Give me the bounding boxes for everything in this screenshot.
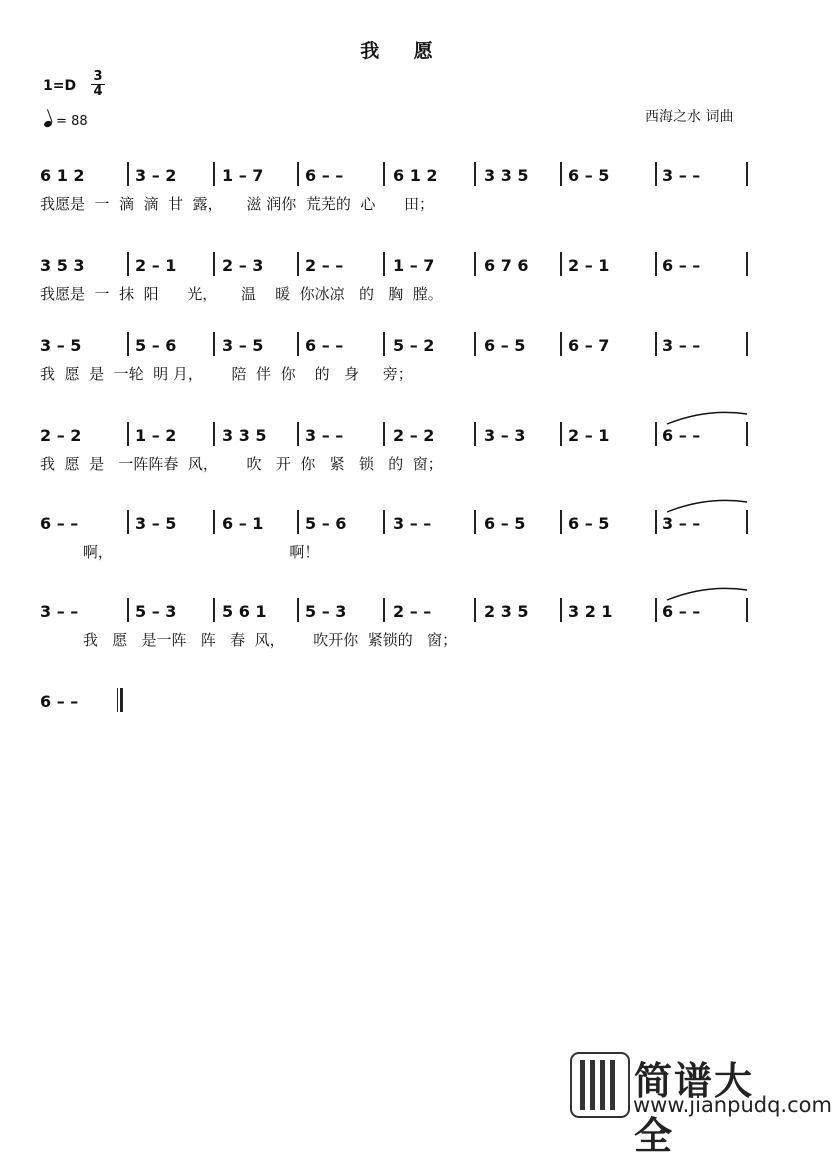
barline bbox=[383, 598, 385, 622]
measure: 3 – 5 bbox=[40, 336, 82, 355]
song-title: 我 愿 bbox=[360, 40, 447, 62]
measure: 6 7 6 bbox=[484, 256, 529, 275]
barline bbox=[474, 422, 476, 446]
barline bbox=[655, 598, 657, 622]
site-logo bbox=[568, 1052, 832, 1158]
measure: 6 – 5 bbox=[484, 336, 526, 355]
measure: 6 – 1 bbox=[222, 514, 264, 533]
time-signature-denominator: 4 bbox=[93, 84, 103, 99]
barline bbox=[127, 332, 129, 356]
barline bbox=[746, 252, 748, 276]
measure: 3 – – bbox=[393, 514, 432, 533]
barline bbox=[383, 162, 385, 186]
score-line bbox=[0, 688, 793, 748]
score-line bbox=[0, 162, 793, 222]
measure: 3 – – bbox=[305, 426, 344, 445]
measure: 5 6 1 bbox=[222, 602, 267, 621]
measure: 3 – – bbox=[662, 166, 701, 185]
barline bbox=[474, 510, 476, 534]
barline bbox=[474, 252, 476, 276]
barline bbox=[213, 162, 215, 186]
measure: 3 – 2 bbox=[135, 166, 177, 185]
measure: 2 – 1 bbox=[568, 426, 610, 445]
barline bbox=[560, 598, 562, 622]
tie-arc bbox=[662, 496, 752, 516]
key-signature: 1=D bbox=[43, 78, 77, 94]
barline bbox=[213, 252, 215, 276]
barline bbox=[297, 422, 299, 446]
measure: 1 – 7 bbox=[393, 256, 435, 275]
measure: 3 3 5 bbox=[484, 166, 529, 185]
measure: 3 – 5 bbox=[222, 336, 264, 355]
barline bbox=[297, 162, 299, 186]
barline bbox=[655, 162, 657, 186]
quarter-note-icon bbox=[43, 120, 53, 128]
measure: 3 – – bbox=[662, 336, 701, 355]
score-line bbox=[0, 332, 793, 392]
lyrics-line: 我愿是 一 滴 滴 甘 露， 滋 润你 荒芜的 心 田； bbox=[40, 195, 434, 213]
barline bbox=[746, 332, 748, 356]
time-signature-numerator: 3 bbox=[91, 70, 105, 85]
barline bbox=[297, 332, 299, 356]
measure: 6 – – bbox=[40, 692, 79, 711]
barline bbox=[560, 332, 562, 356]
lyrics-line: 我愿是 一 抹 阳 光， 温 暖 你冰凉 的 胸 膛。 bbox=[40, 285, 443, 303]
score-line bbox=[0, 252, 793, 312]
final-barline-thin bbox=[117, 688, 118, 712]
measure: 5 – 2 bbox=[393, 336, 435, 355]
barline bbox=[560, 162, 562, 186]
composer-credit: 西海之水 词曲 bbox=[645, 109, 734, 125]
measure: 5 – 6 bbox=[305, 514, 347, 533]
notes-line bbox=[0, 332, 793, 360]
barline bbox=[655, 510, 657, 534]
measure: 6 – 5 bbox=[484, 514, 526, 533]
barline bbox=[297, 510, 299, 534]
notes-line bbox=[0, 422, 793, 450]
measure: 6 – 7 bbox=[568, 336, 610, 355]
measure: 6 – – bbox=[662, 426, 701, 445]
barline bbox=[560, 422, 562, 446]
barline bbox=[560, 510, 562, 534]
barline bbox=[127, 162, 129, 186]
barline bbox=[213, 598, 215, 622]
barline bbox=[383, 510, 385, 534]
lyrics-line: 我 愿 是一阵 阵 春 风， 吹开你 紧锁的 窗； bbox=[40, 631, 458, 649]
logo-url: www.jianpudq.com bbox=[633, 1093, 832, 1117]
barline bbox=[474, 598, 476, 622]
notes-line bbox=[0, 598, 793, 626]
measure: 3 – 3 bbox=[484, 426, 526, 445]
measure: 6 1 2 bbox=[40, 166, 85, 185]
measure: 6 – – bbox=[662, 602, 701, 621]
barline bbox=[297, 252, 299, 276]
score-line bbox=[0, 510, 793, 570]
measure: 2 – 2 bbox=[40, 426, 82, 445]
measure: 2 – 1 bbox=[135, 256, 177, 275]
measure: 3 – – bbox=[662, 514, 701, 533]
tie-arc bbox=[662, 408, 752, 428]
lyrics-line: 啊， 啊！ bbox=[40, 543, 320, 561]
measure: 6 1 2 bbox=[393, 166, 438, 185]
measure: 3 3 5 bbox=[222, 426, 267, 445]
barline bbox=[213, 510, 215, 534]
barline bbox=[655, 252, 657, 276]
measure: 3 2 1 bbox=[568, 602, 613, 621]
barline bbox=[213, 332, 215, 356]
barline bbox=[746, 162, 748, 186]
score-line bbox=[0, 598, 793, 658]
piano-keys-icon bbox=[570, 1052, 630, 1118]
measure: 2 – 2 bbox=[393, 426, 435, 445]
measure: 3 – 5 bbox=[135, 514, 177, 533]
measure: 6 – – bbox=[305, 166, 344, 185]
tempo-marking bbox=[44, 114, 88, 129]
lyrics-line: 我 愿 是 一阵阵春 风， 吹 开 你 紧 锁 的 窗； bbox=[40, 455, 443, 473]
barline bbox=[383, 422, 385, 446]
notes-line bbox=[0, 688, 793, 716]
logo-title: 简谱大全 bbox=[634, 1059, 755, 1158]
time-signature bbox=[91, 70, 105, 99]
measure: 5 – 6 bbox=[135, 336, 177, 355]
tie-arc bbox=[662, 584, 752, 604]
measure: 6 – 5 bbox=[568, 514, 610, 533]
notes-line bbox=[0, 510, 793, 538]
measure: 2 – 3 bbox=[222, 256, 264, 275]
barline bbox=[127, 598, 129, 622]
barline bbox=[655, 422, 657, 446]
barline bbox=[127, 252, 129, 276]
measure: 6 – – bbox=[662, 256, 701, 275]
barline bbox=[474, 332, 476, 356]
score-line bbox=[0, 422, 793, 482]
barline bbox=[297, 598, 299, 622]
barline bbox=[560, 252, 562, 276]
tempo-value: = 88 bbox=[56, 114, 88, 129]
barline bbox=[655, 332, 657, 356]
barline bbox=[474, 162, 476, 186]
barline bbox=[127, 510, 129, 534]
notes-line bbox=[0, 252, 793, 280]
measure: 6 – – bbox=[305, 336, 344, 355]
barline bbox=[383, 252, 385, 276]
measure: 2 – – bbox=[393, 602, 432, 621]
barline bbox=[127, 422, 129, 446]
measure: 6 – – bbox=[40, 514, 79, 533]
notes-line bbox=[0, 162, 793, 190]
measure: 5 – 3 bbox=[305, 602, 347, 621]
measure: 5 – 3 bbox=[135, 602, 177, 621]
measure: 6 – 5 bbox=[568, 166, 610, 185]
measure: 2 – 1 bbox=[568, 256, 610, 275]
barline bbox=[383, 332, 385, 356]
final-barline-thick bbox=[120, 688, 123, 712]
measure: 3 5 3 bbox=[40, 256, 85, 275]
measure: 3 – – bbox=[40, 602, 79, 621]
measure: 2 – – bbox=[305, 256, 344, 275]
barline bbox=[213, 422, 215, 446]
measure: 2 3 5 bbox=[484, 602, 529, 621]
lyrics-line: 我 愿 是 一轮 明 月， 陪 伴 你 的 身 旁； bbox=[40, 365, 413, 383]
measure: 1 – 7 bbox=[222, 166, 264, 185]
measure: 1 – 2 bbox=[135, 426, 177, 445]
